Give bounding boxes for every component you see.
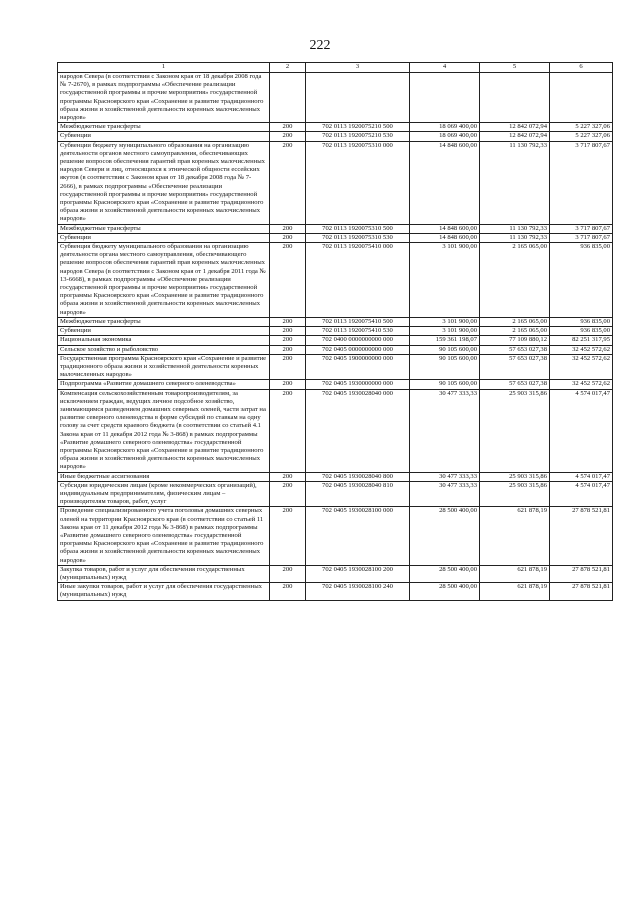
row-amount-executed: 77 109 880,12 bbox=[480, 336, 550, 345]
row-budget-code: 702 0405 1930028040 800 bbox=[306, 472, 410, 481]
row-amount-planned: 30 477 333,33 bbox=[410, 389, 480, 472]
row-org-code: 200 bbox=[270, 389, 306, 472]
budget-table bbox=[57, 62, 613, 601]
table-row bbox=[58, 73, 613, 123]
table-row bbox=[58, 380, 613, 389]
row-budget-code: 702 0405 0000000000 000 bbox=[306, 345, 410, 354]
row-amount-remaining: 27 878 521,81 bbox=[550, 565, 613, 582]
row-name: Субвенции бюджету муниципального образования на организацию деятельности органов местного самоуправления, обеспечивающих решение вопросов обеспечения гарантий прав коренных малочисленных народов Севери и лиц, относящихся к этнической общности ессейских якутов (в соответствии с Законом края от 18 декабря 2008 года № 7-2666), в рамках подпрограммы «Обеспечение реализации государственной программы и прочие мероприятия» государственной программы Красноярского края «Сохранение и развитие традиционного образа жизни и хозяйственной деятельности коренных малочисленных народов» bbox=[58, 141, 270, 224]
row-amount-remaining: 3 717 807,67 bbox=[550, 141, 613, 224]
row-budget-code: 702 0405 1930028040 810 bbox=[306, 481, 410, 507]
row-amount-planned: 90 105 600,00 bbox=[410, 354, 480, 380]
row-name: Межбюджетные трансферты bbox=[58, 123, 270, 132]
row-budget-code: 702 0113 1920075210 530 bbox=[306, 132, 410, 141]
row-name: Субвенции bbox=[58, 327, 270, 336]
row-amount-planned: 30 477 333,33 bbox=[410, 472, 480, 481]
row-amount-planned: 14 848 600,00 bbox=[410, 224, 480, 233]
row-budget-code: 702 0405 1930028100 240 bbox=[306, 583, 410, 600]
row-amount-executed: 621 878,19 bbox=[480, 565, 550, 582]
header-col-3: 3 bbox=[306, 63, 410, 73]
row-amount-executed: 621 878,19 bbox=[480, 507, 550, 565]
row-org-code: 200 bbox=[270, 224, 306, 233]
row-amount-remaining: 4 574 017,47 bbox=[550, 472, 613, 481]
row-org-code bbox=[270, 73, 306, 123]
table-row bbox=[58, 389, 613, 472]
row-name: Иные бюджетные ассигнования bbox=[58, 472, 270, 481]
row-amount-executed: 25 903 315,86 bbox=[480, 472, 550, 481]
row-amount-executed bbox=[480, 73, 550, 123]
row-name: Сельское хозяйство и рыболовство bbox=[58, 345, 270, 354]
page-number: 222 bbox=[309, 38, 331, 53]
row-name: Субвенции bbox=[58, 132, 270, 141]
row-org-code: 200 bbox=[270, 345, 306, 354]
row-name: Подпрограмма «Развитие домашнего северного оленеводства» bbox=[58, 380, 270, 389]
header-col-5: 5 bbox=[480, 63, 550, 73]
row-budget-code bbox=[306, 73, 410, 123]
row-org-code: 200 bbox=[270, 380, 306, 389]
header-col-6: 6 bbox=[550, 63, 613, 73]
row-org-code: 200 bbox=[270, 132, 306, 141]
row-org-code: 200 bbox=[270, 507, 306, 565]
row-amount-remaining: 27 878 521,81 bbox=[550, 507, 613, 565]
row-budget-code: 702 0113 1920075310 530 bbox=[306, 233, 410, 242]
row-amount-executed: 12 842 072,94 bbox=[480, 132, 550, 141]
row-amount-executed: 57 653 027,38 bbox=[480, 380, 550, 389]
row-name: Субвенция бюджету муниципального образования на организацию деятельности органа местного самоуправления, обеспечивающего решение вопросов обеспечения гарантий прав коренных малочисленных народов Севера (в соответствии с Законом края от 1 декабря 2011 года № 13-6668), в рамках подпрограммы «Обеспечение реализации государственной программы и прочие мероприятия» государственной программы Красноярского края «Сохранение и развитие традиционного образа жизни и хозяйственной деятельности коренных малочисленных народов» bbox=[58, 243, 270, 318]
row-amount-planned: 28 500 400,00 bbox=[410, 565, 480, 582]
row-amount-executed: 12 842 072,94 bbox=[480, 123, 550, 132]
header-col-4: 4 bbox=[410, 63, 480, 73]
row-amount-executed: 11 130 792,33 bbox=[480, 141, 550, 224]
table-row bbox=[58, 565, 613, 582]
row-amount-planned: 30 477 333,33 bbox=[410, 481, 480, 507]
row-budget-code: 702 0405 1930000000 000 bbox=[306, 380, 410, 389]
row-amount-remaining: 4 574 017,47 bbox=[550, 481, 613, 507]
row-budget-code: 702 0113 1920075410 500 bbox=[306, 317, 410, 326]
row-budget-code: 702 0405 1930028100 200 bbox=[306, 565, 410, 582]
table-row bbox=[58, 583, 613, 600]
row-name: Межбюджетные трансферты bbox=[58, 317, 270, 326]
row-amount-remaining: 3 717 807,67 bbox=[550, 224, 613, 233]
row-name: Компенсация сельскохозяйственным товаропроизводителям, за исключением граждан, ведущих личное подсобное хозяйство, занимающимся разведением домашних северных оленей, части затрат на развитие северного оленеводства в форме субсидий по ставкам на одну голову за счет средств краевого бюджета (в соответствии со статьей 4.1 Закона края от 11 декабря 2012 года № 3-868) в рамках подпрограммы «Развитие домашнего северного оленеводства» государственной программы Красноярского края «Сохранение и развитие традиционного образа жизни и хозяйственной деятельности коренных малочисленных народов» bbox=[58, 389, 270, 472]
row-org-code: 200 bbox=[270, 472, 306, 481]
row-amount-executed: 621 878,19 bbox=[480, 583, 550, 600]
row-amount-remaining: 936 835,00 bbox=[550, 327, 613, 336]
row-amount-remaining: 5 227 327,06 bbox=[550, 132, 613, 141]
row-amount-planned: 3 101 900,00 bbox=[410, 317, 480, 326]
row-amount-executed: 57 653 027,38 bbox=[480, 345, 550, 354]
row-amount-planned: 14 848 600,00 bbox=[410, 233, 480, 242]
row-amount-planned: 90 105 600,00 bbox=[410, 380, 480, 389]
row-name: Закупка товаров, работ и услуг для обеспечения государственных (муниципальных) нужд bbox=[58, 565, 270, 582]
header-row bbox=[58, 63, 613, 73]
row-amount-planned: 28 500 400,00 bbox=[410, 583, 480, 600]
table-row bbox=[58, 141, 613, 224]
row-budget-code: 702 0113 1920075310 500 bbox=[306, 224, 410, 233]
row-budget-code: 702 0113 1920075410 000 bbox=[306, 243, 410, 318]
row-org-code: 200 bbox=[270, 565, 306, 582]
row-amount-remaining: 32 452 572,62 bbox=[550, 345, 613, 354]
table-row bbox=[58, 243, 613, 318]
row-amount-planned: 18 069 400,00 bbox=[410, 132, 480, 141]
row-amount-executed: 2 165 065,00 bbox=[480, 327, 550, 336]
row-amount-planned: 90 105 600,00 bbox=[410, 345, 480, 354]
header-col-1: 1 bbox=[58, 63, 270, 73]
table-row bbox=[58, 472, 613, 481]
row-amount-executed: 11 130 792,33 bbox=[480, 224, 550, 233]
row-amount-remaining: 5 227 327,06 bbox=[550, 123, 613, 132]
row-budget-code: 702 0400 0000000000 000 bbox=[306, 336, 410, 345]
table-row bbox=[58, 317, 613, 326]
header-col-2: 2 bbox=[270, 63, 306, 73]
row-amount-remaining: 32 452 572,62 bbox=[550, 354, 613, 380]
row-amount-remaining: 32 452 572,62 bbox=[550, 380, 613, 389]
row-amount-executed: 2 165 065,00 bbox=[480, 243, 550, 318]
row-budget-code: 702 0113 1920075310 000 bbox=[306, 141, 410, 224]
row-name: Межбюджетные трансферты bbox=[58, 224, 270, 233]
row-budget-code: 702 0405 1900000000 000 bbox=[306, 354, 410, 380]
row-name: Проведение специализированного учета поголовья домашних северных оленей на территории Красноярского края (в соответствии со статьей 11 Закона края от 11 декабря 2012 года № 3-868) в рамках подпрограммы «Развитие домашнего северного оленеводства» государственной программы Красноярского края «Сохранение и развитие традиционного образа жизни и хозяйственной деятельности коренных малочисленных народов» bbox=[58, 507, 270, 565]
row-amount-executed: 25 903 315,86 bbox=[480, 389, 550, 472]
row-amount-planned: 18 069 400,00 bbox=[410, 123, 480, 132]
row-name: Национальная экономика bbox=[58, 336, 270, 345]
table-row bbox=[58, 224, 613, 233]
row-amount-executed: 2 165 065,00 bbox=[480, 317, 550, 326]
row-amount-planned: 3 101 900,00 bbox=[410, 327, 480, 336]
row-name: Государственная программа Красноярского края «Сохранение и развитие традиционного образа жизни и хозяйственной деятельности коренных малочисленных народов» bbox=[58, 354, 270, 380]
row-amount-planned: 159 361 198,07 bbox=[410, 336, 480, 345]
row-budget-code: 702 0405 1930028100 000 bbox=[306, 507, 410, 565]
row-org-code: 200 bbox=[270, 233, 306, 242]
row-org-code: 200 bbox=[270, 327, 306, 336]
row-amount-executed: 25 903 315,86 bbox=[480, 481, 550, 507]
table-row bbox=[58, 123, 613, 132]
row-name: народов Севера (в соответствии с Законом края от 18 декабря 2008 года № 7-2670), в рамках подпрограммы «Обеспечение реализации государственной программы и прочие мероприятия» государственной программы Красноярского края «Сохранение и развитие традиционного образа жизни и хозяйственной деятельности коренных малочисленных народов» bbox=[58, 73, 270, 123]
row-amount-remaining: 4 574 017,47 bbox=[550, 389, 613, 472]
row-org-code: 200 bbox=[270, 243, 306, 318]
row-name: Субвенции bbox=[58, 233, 270, 242]
table-row bbox=[58, 481, 613, 507]
row-amount-remaining bbox=[550, 73, 613, 123]
table-row bbox=[58, 354, 613, 380]
table-row bbox=[58, 327, 613, 336]
table-row bbox=[58, 345, 613, 354]
row-name: Субсидии юридическим лицам (кроме некоммерческих организаций), индивидуальным предпринимателям, физическим лицам – производителям товаров, работ, услуг bbox=[58, 481, 270, 507]
row-budget-code: 702 0113 1920075410 530 bbox=[306, 327, 410, 336]
row-org-code: 200 bbox=[270, 583, 306, 600]
row-amount-remaining: 936 835,00 bbox=[550, 317, 613, 326]
table-row bbox=[58, 507, 613, 565]
row-amount-remaining: 3 717 807,67 bbox=[550, 233, 613, 242]
row-amount-remaining: 82 251 317,95 bbox=[550, 336, 613, 345]
row-amount-executed: 11 130 792,33 bbox=[480, 233, 550, 242]
row-amount-remaining: 936 835,00 bbox=[550, 243, 613, 318]
table-row bbox=[58, 336, 613, 345]
row-name: Иные закупки товаров, работ и услуг для обеспечения государственных (муниципальных) нужд bbox=[58, 583, 270, 600]
row-amount-planned: 28 500 400,00 bbox=[410, 507, 480, 565]
row-org-code: 200 bbox=[270, 336, 306, 345]
table-row bbox=[58, 132, 613, 141]
row-org-code: 200 bbox=[270, 123, 306, 132]
table-row bbox=[58, 233, 613, 242]
row-budget-code: 702 0405 1930028040 000 bbox=[306, 389, 410, 472]
row-org-code: 200 bbox=[270, 317, 306, 326]
row-org-code: 200 bbox=[270, 354, 306, 380]
row-amount-planned: 14 848 600,00 bbox=[410, 141, 480, 224]
row-org-code: 200 bbox=[270, 481, 306, 507]
row-amount-planned bbox=[410, 73, 480, 123]
row-amount-executed: 57 653 027,38 bbox=[480, 354, 550, 380]
row-amount-remaining: 27 878 521,81 bbox=[550, 583, 613, 600]
row-amount-planned: 3 101 900,00 bbox=[410, 243, 480, 318]
row-budget-code: 702 0113 1920075210 500 bbox=[306, 123, 410, 132]
row-org-code: 200 bbox=[270, 141, 306, 224]
